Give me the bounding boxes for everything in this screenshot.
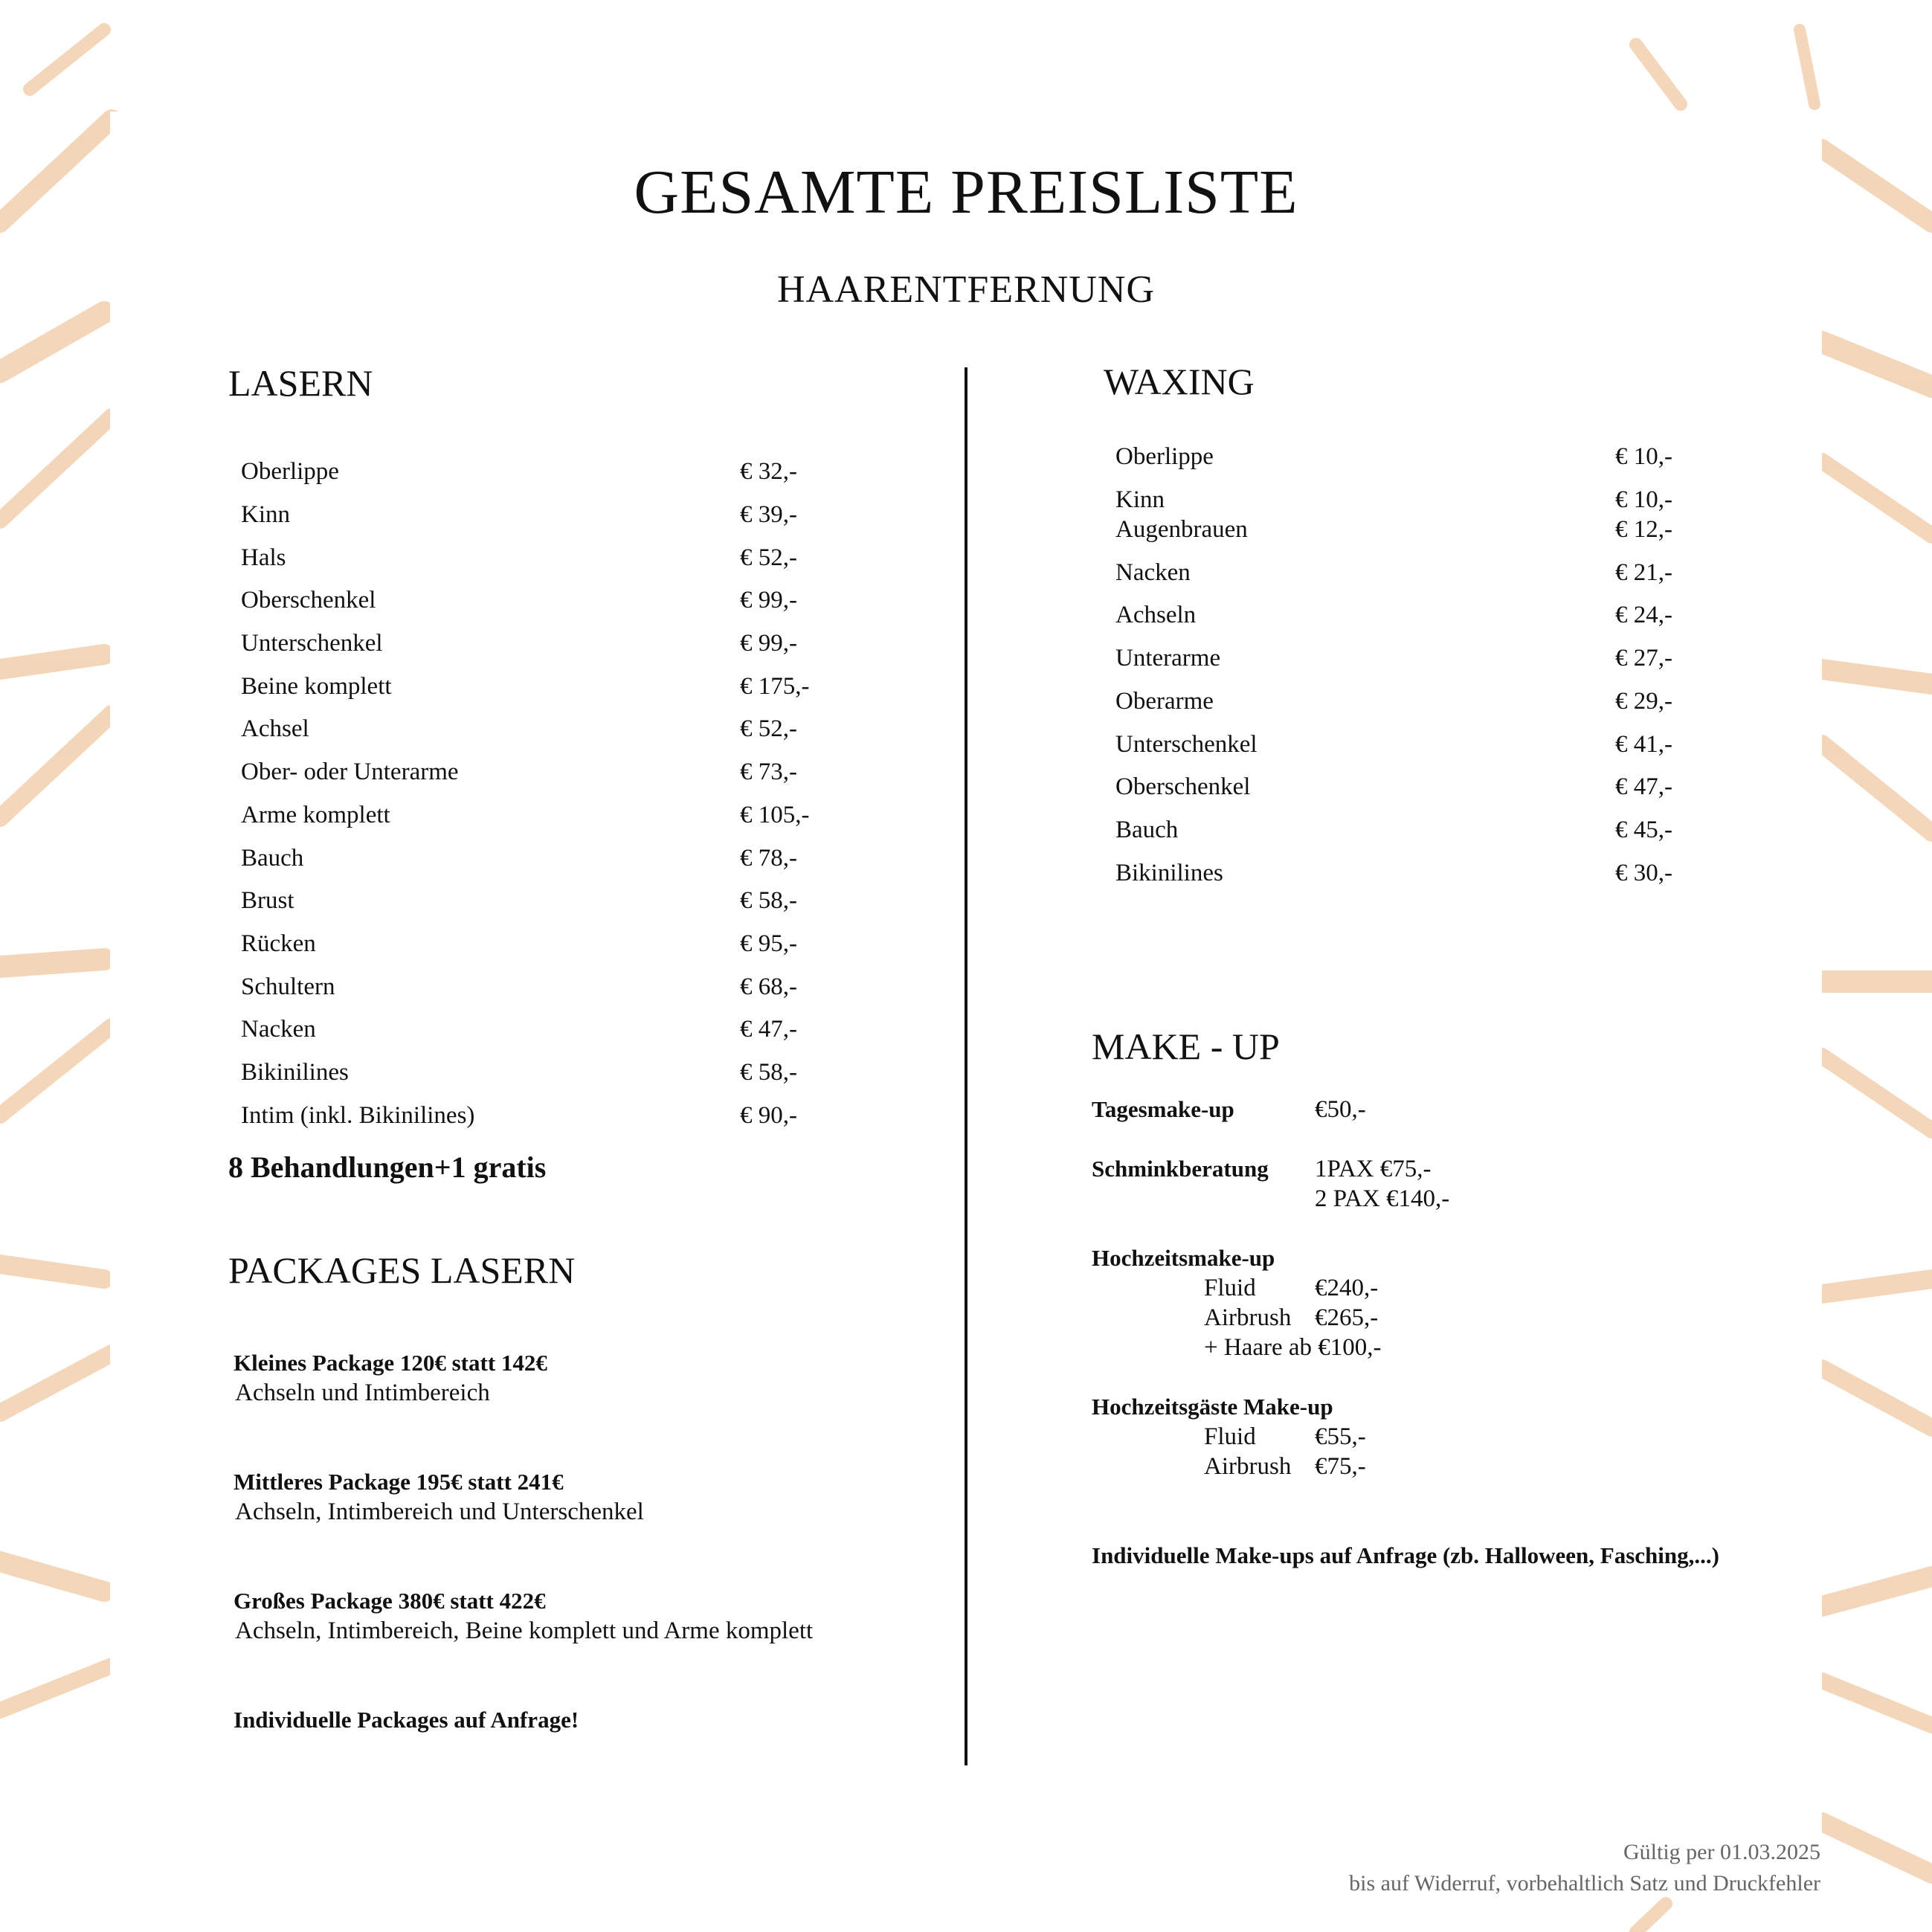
lasern-item-price: € 52,- — [740, 544, 797, 571]
lasern-item-price: € 105,- — [740, 802, 810, 828]
lasern-item-price: € 175,- — [740, 673, 810, 700]
lasern-item-price: € 58,- — [740, 887, 797, 914]
waxing-item-price: € 10,- — [1615, 486, 1672, 513]
waxing-item-price: € 10,- — [1615, 443, 1672, 470]
makeup-tages-label: Tagesmake-up — [1092, 1096, 1234, 1122]
makeup-schmink-price: 2 PAX €140,- — [1315, 1185, 1450, 1212]
waxing-item-name: Unterarme — [1115, 645, 1221, 672]
packages-note: Individuelle Packages auf Anfrage! — [234, 1707, 579, 1733]
waxing-item-name: Oberschenkel — [1115, 773, 1251, 800]
lasern-item-name: Oberlippe — [241, 458, 339, 485]
waxing-heading: WAXING — [1104, 361, 1255, 402]
makeup-gaeste-item: Airbrush — [1204, 1453, 1292, 1480]
waxing-item-name: Achseln — [1115, 602, 1197, 628]
waxing-item-price: € 45,- — [1615, 817, 1672, 843]
waxing-item-name: Unterschenkel — [1115, 731, 1258, 758]
lasern-item-name: Schultern — [241, 973, 335, 1000]
makeup-gaeste-label: Hochzeitsgäste Make-up — [1092, 1394, 1333, 1420]
lasern-item-price: € 99,- — [740, 630, 797, 657]
page-title: GESAMTE PREISLISTE — [634, 158, 1298, 227]
lasern-item-price: € 39,- — [740, 501, 797, 528]
package-title: Großes Package 380€ statt 422€ — [234, 1588, 546, 1614]
lasern-item-price: € 99,- — [740, 587, 797, 614]
waxing-item-name: Kinn — [1115, 486, 1165, 513]
makeup-hochzeit-item: Fluid — [1204, 1275, 1256, 1301]
package-description: Achseln und Intimbereich — [235, 1379, 490, 1406]
waxing-item-name: Oberarme — [1115, 688, 1214, 715]
lasern-item-name: Unterschenkel — [241, 630, 383, 657]
lasern-item-price: € 90,- — [740, 1102, 797, 1129]
lasern-item-price: € 47,- — [740, 1016, 797, 1043]
lasern-item-name: Beine komplett — [241, 673, 392, 700]
makeup-hochzeit-price: €240,- — [1315, 1275, 1379, 1301]
column-divider — [965, 367, 967, 1765]
lasern-item-price: € 78,- — [740, 845, 797, 872]
makeup-hochzeit-item: Airbrush — [1204, 1304, 1292, 1331]
waxing-item-price: € 27,- — [1615, 645, 1672, 672]
waxing-item-name: Bikinilines — [1115, 860, 1223, 886]
waxing-item-name: Augenbrauen — [1115, 516, 1248, 543]
waxing-item-price: € 30,- — [1615, 860, 1672, 886]
waxing-item-name: Nacken — [1115, 559, 1191, 586]
lasern-offer: 8 Behandlungen+1 gratis — [228, 1150, 547, 1184]
lasern-item-price: € 58,- — [740, 1059, 797, 1086]
page-subtitle: HAARENTFERNUNG — [777, 268, 1155, 311]
makeup-hochzeit-price: €265,- — [1315, 1304, 1379, 1331]
lasern-item-price: € 52,- — [740, 715, 797, 742]
lasern-item-name: Bikinilines — [241, 1059, 349, 1086]
waxing-item-name: Bauch — [1115, 817, 1179, 843]
waxing-item-name: Oberlippe — [1115, 443, 1214, 470]
footer-disclaimer: bis auf Widerruf, vorbehaltlich Satz und Druckfehler — [1349, 1871, 1820, 1896]
lasern-item-price: € 68,- — [740, 973, 797, 1000]
makeup-tages-price: €50,- — [1315, 1096, 1366, 1123]
waxing-item-price: € 29,- — [1615, 688, 1672, 715]
lasern-item-price: € 32,- — [740, 458, 797, 485]
makeup-hochzeit-label: Hochzeitsmake-up — [1092, 1245, 1275, 1271]
lasern-item-price: € 95,- — [740, 930, 797, 957]
makeup-hochzeit-extra: + Haare ab €100,- — [1204, 1334, 1382, 1361]
makeup-note: Individuelle Make-ups auf Anfrage (zb. Halloween, Fasching,...) — [1092, 1542, 1719, 1568]
lasern-item-name: Achsel — [241, 715, 309, 742]
makeup-gaeste-price: €75,- — [1315, 1453, 1366, 1480]
lasern-item-name: Ober- oder Unterarme — [241, 759, 459, 785]
packages-heading: PACKAGES LASERN — [228, 1249, 576, 1291]
lasern-item-name: Nacken — [241, 1016, 316, 1043]
lasern-item-name: Oberschenkel — [241, 587, 376, 614]
lasern-item-name: Arme komplett — [241, 802, 390, 828]
waxing-item-price: € 21,- — [1615, 559, 1672, 586]
lasern-heading: LASERN — [228, 362, 373, 404]
lasern-item-name: Rücken — [241, 930, 316, 957]
package-description: Achseln, Intimbereich und Unterschenkel — [235, 1498, 644, 1525]
makeup-heading: MAKE - UP — [1092, 1025, 1280, 1067]
lasern-item-name: Brust — [241, 887, 294, 914]
waxing-item-price: € 47,- — [1615, 773, 1672, 800]
package-description: Achseln, Intimbereich, Beine komplett und Arme komplett — [235, 1617, 814, 1644]
makeup-gaeste-item: Fluid — [1204, 1423, 1256, 1450]
waxing-item-price: € 12,- — [1615, 516, 1672, 543]
lasern-item-name: Bauch — [241, 845, 304, 872]
footer-validity: Gültig per 01.03.2025 — [1623, 1840, 1820, 1864]
package-title: Mittleres Package 195€ statt 241€ — [234, 1469, 564, 1495]
makeup-schmink-label: Schminkberatung — [1092, 1156, 1269, 1182]
lasern-item-price: € 73,- — [740, 759, 797, 785]
waxing-item-price: € 24,- — [1615, 602, 1672, 628]
package-title: Kleines Package 120€ statt 142€ — [234, 1350, 547, 1376]
makeup-schmink-price: 1PAX €75,- — [1315, 1156, 1432, 1182]
waxing-item-price: € 41,- — [1615, 731, 1672, 758]
lasern-item-name: Kinn — [241, 501, 290, 528]
lasern-item-name: Intim (inkl. Bikinilines) — [241, 1102, 475, 1129]
makeup-gaeste-price: €55,- — [1315, 1423, 1366, 1450]
lasern-item-name: Hals — [241, 544, 286, 571]
